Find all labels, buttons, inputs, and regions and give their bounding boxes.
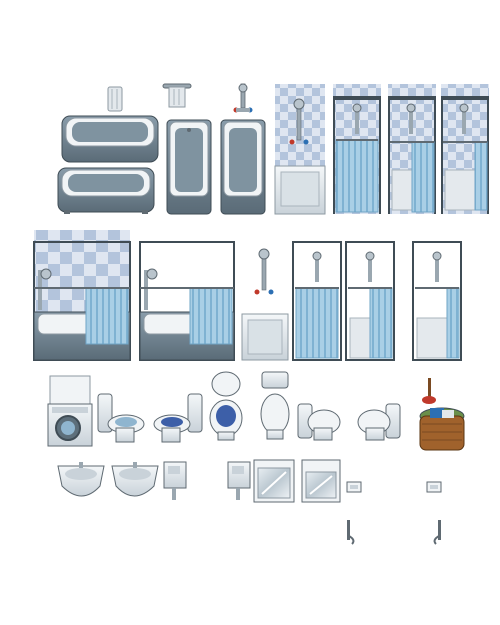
shower-stall-curtain-full-sprite <box>333 84 381 214</box>
wall-hook-alt-sprite <box>435 520 441 544</box>
bathtub-tiled-curtain-sprite <box>34 230 130 360</box>
towel-rack-sprite <box>108 87 122 111</box>
shower-stall-curtain-half-sprite <box>388 84 436 214</box>
shower-frame-curtain-full-sprite <box>293 242 341 360</box>
shower-tray-faucet-sprite <box>242 249 288 360</box>
shower-frame-open-sprite <box>413 242 461 360</box>
toilet-back-right-sprite <box>298 404 340 440</box>
bathtub-clawfoot-sprite <box>58 168 154 214</box>
shower-faucet-sprite <box>234 84 253 113</box>
towel-bar-sprite <box>163 84 191 107</box>
washing-machine-sprite <box>48 376 92 446</box>
sink-side-sprite <box>164 462 186 500</box>
sink-side-alt-sprite <box>228 462 250 500</box>
bathtub-frame-curtain-sprite <box>140 242 234 360</box>
wall-hook-sprite <box>347 520 353 544</box>
mirror-large-sprite <box>254 460 294 502</box>
toilet-back-left-sprite <box>358 404 400 440</box>
plunger-sprite <box>422 378 436 404</box>
toilet-side-left-sprite <box>98 394 144 442</box>
shower-frame-curtain-half-sprite <box>346 242 394 360</box>
shower-stall-tiled-sprite <box>275 84 325 214</box>
toilet-front-closed-sprite <box>261 372 289 439</box>
bathtub-vertical-shower-sprite <box>221 120 265 214</box>
laundry-basket-sprite <box>420 408 464 450</box>
toilet-side-right-sprite <box>154 394 202 442</box>
shower-stall-open-sprite <box>441 84 489 214</box>
soap-dish-sprite <box>347 482 361 492</box>
bathtub-vertical-sprite <box>167 120 211 214</box>
toilet-front-open-sprite <box>210 372 242 440</box>
soap-dish-alt-sprite <box>427 482 441 492</box>
sink-wide-sprite <box>58 462 104 496</box>
sink-bowl-sprite <box>112 462 158 496</box>
mirror-small-sprite <box>302 460 340 502</box>
bathtub-long-sprite <box>62 116 158 162</box>
